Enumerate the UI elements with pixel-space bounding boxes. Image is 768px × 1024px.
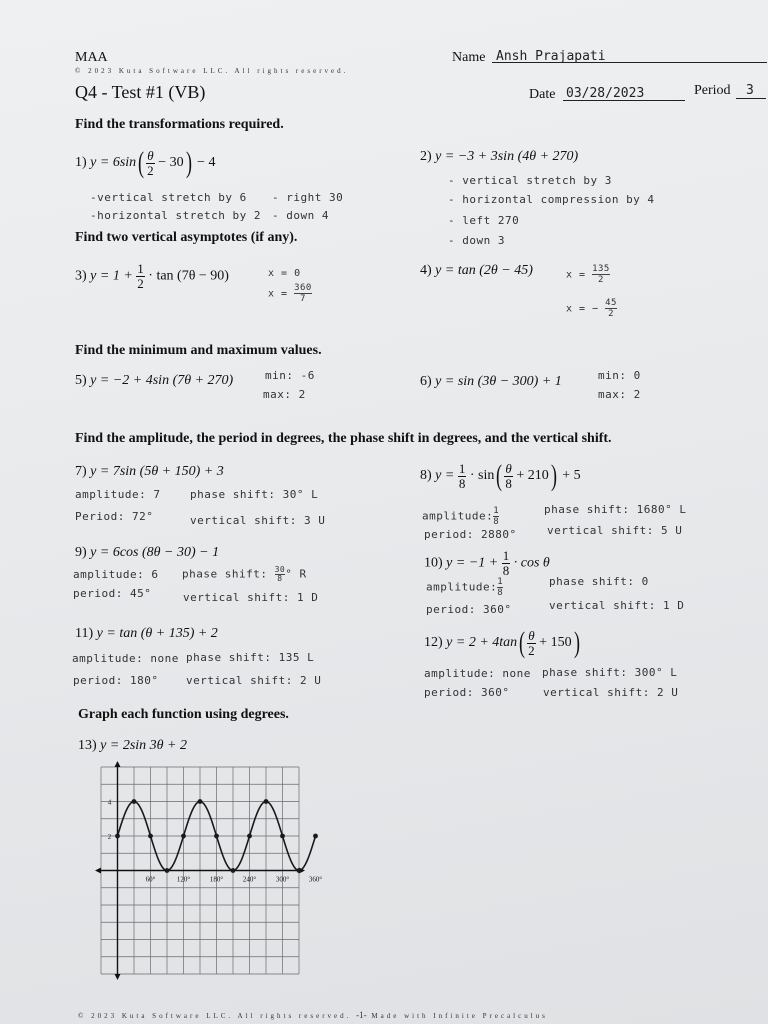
problem-number: 8) [420, 468, 432, 484]
problem-2-equation [420, 149, 578, 165]
frac-den: 7 [300, 294, 306, 304]
x-tick-label: 300° [275, 875, 290, 884]
eq-text: · cos θ [513, 555, 550, 571]
eq-text: y = 1 + [90, 268, 133, 284]
answer-10-amplitude [426, 577, 503, 598]
x-tick-label: 180° [209, 875, 224, 884]
eq-text: y = 6cos (8θ − 30) − 1 [90, 545, 220, 560]
section-heading-amplitude: Find the amplitude, the period in degrees, the phase shift in degrees, and the vertical shift. [75, 431, 612, 446]
y-tick-label: 4 [107, 798, 112, 807]
name-field[interactable]: Ansh Prajapati [496, 49, 606, 64]
frac-num: 30 [274, 565, 286, 574]
answer-5-max: max: 2 [263, 388, 306, 401]
frac-num: 1 [137, 261, 144, 276]
problem-12-equation: 12) y = 2 + 4tan( $\frac{\theta}{2}$ + 150) [424, 626, 580, 659]
eq-text: y = −2 + 4sin (7θ + 270) [90, 373, 234, 388]
data-point [280, 834, 285, 839]
eq-text: + 210 [516, 468, 549, 484]
frac-num: θ [528, 627, 535, 643]
eq-text: y = −3 + 3sin (4θ + 270) [435, 149, 579, 164]
frac-den: 8 [497, 588, 504, 598]
answer-text: amplitude: [422, 509, 494, 523]
problem-3-equation [75, 262, 229, 291]
answer-text: x = [566, 269, 586, 281]
frac-den: 8 [458, 475, 466, 491]
problem-4-equation [420, 263, 533, 279]
problem-13-equation [78, 738, 187, 754]
answer-text: x = − [566, 303, 599, 315]
data-point [214, 834, 219, 839]
problem-number: 5) [75, 373, 87, 388]
answer-text: ° R [285, 567, 307, 581]
problem-number: 3) [75, 268, 87, 284]
answer-7-vertical: vertical shift: 3 U [190, 514, 326, 527]
period-label: Period [694, 83, 731, 98]
answer-10-period: period: 360° [426, 603, 512, 616]
x-tick-label: 360° [308, 875, 323, 884]
eq-text: + 5 [562, 468, 581, 484]
date-field[interactable]: 03/28/2023 [566, 86, 645, 101]
y-axis-arrow [115, 974, 121, 980]
answer-12-period: period: 360° [424, 686, 510, 699]
frac-den: 8 [502, 563, 510, 578]
eq-text: − 4 [197, 155, 216, 171]
footer-made-with: Made with Infinite Precalculus [371, 1012, 548, 1020]
frac-num: θ [147, 147, 154, 163]
answer-6-max: max: 2 [598, 388, 641, 401]
answer-10-phase: phase shift: 0 [549, 575, 649, 588]
problem-number: 7) [75, 464, 87, 479]
data-point [231, 868, 236, 873]
answer-11-vertical: vertical shift: 2 U [186, 674, 322, 687]
frac-den: 2 [598, 275, 604, 285]
answer-1-line-3: - right 30 [272, 191, 344, 204]
frac-num: 1 [497, 577, 504, 587]
answer-2-line-2: - horizontal compression by 4 [448, 193, 655, 206]
eq-text: · sin [469, 468, 495, 484]
problem-number: 11) [75, 626, 94, 641]
footer-copyright: © 2023 Kuta Software LLC. All rights reserved. [78, 1012, 352, 1020]
answer-1-line-4: - down 4 [272, 209, 329, 222]
y-axis-arrow [115, 761, 121, 767]
problem-number: 4) [420, 263, 432, 278]
frac-num: 45 [605, 298, 617, 308]
answer-8-period: period: 2880° [424, 528, 517, 541]
answer-9-phase [182, 566, 307, 583]
eq-text: y = 2sin 3θ + 2 [100, 738, 187, 753]
frac-num: 1 [502, 548, 510, 563]
section-heading-asymptotes: Find two vertical asymptotes (if any). [75, 230, 298, 245]
frac-num: θ [505, 460, 512, 476]
section-heading-graph: Graph each function using degrees. [78, 707, 289, 722]
x-tick-label: 60° [145, 875, 156, 884]
x-tick-label: 240° [242, 875, 257, 884]
data-point [198, 799, 203, 804]
copyright-top: © 2023 Kuta Software LLC. All rights reserved. [75, 67, 349, 75]
answer-2-line-1: - vertical stretch by 3 [448, 174, 612, 187]
answer-8-phase: phase shift: 1680° L [544, 503, 687, 516]
problem-9-equation [75, 545, 219, 561]
footer [78, 1010, 548, 1020]
answer-9-vertical: vertical shift: 1 D [183, 591, 319, 604]
eq-text: y = [435, 468, 455, 484]
eq-text: y = tan (2θ − 45) [435, 263, 533, 278]
problem-11-equation [75, 626, 218, 642]
eq-text: y = 7sin (5θ + 150) + 3 [90, 464, 224, 479]
frac-num: 1 [493, 506, 500, 516]
period-underline [736, 98, 766, 99]
frac-den: 8 [493, 517, 500, 527]
problem-1-equation: 1) y = 6sin( $\frac{\theta}{2}$ − 30) − 4 [75, 146, 216, 179]
answer-5-min: min: -6 [265, 369, 315, 382]
period-field[interactable]: 3 [746, 83, 754, 98]
answer-text: x = [268, 288, 288, 300]
answer-7-phase: phase shift: 30° L [190, 488, 319, 501]
problem-number: 9) [75, 545, 87, 560]
y-tick-label: 2 [107, 833, 112, 841]
frac-den: 2 [147, 162, 154, 178]
eq-text: y = tan (θ + 135) + 2 [96, 626, 218, 641]
frac-den: 2 [528, 642, 535, 658]
data-point [313, 834, 318, 839]
eq-text: y = 2 + 4tan [446, 635, 518, 651]
page-title: Q4 - Test #1 (VB) [75, 82, 206, 102]
problem-5-equation [75, 373, 233, 389]
answer-text: amplitude: [426, 580, 498, 594]
data-point [297, 868, 302, 873]
graph-svg [95, 763, 323, 978]
answer-1-line-2: -horizontal stretch by 2 [90, 209, 261, 222]
answer-2-line-3: - left 270 [448, 214, 520, 227]
frac-den: 8 [505, 475, 512, 491]
data-point [148, 834, 153, 839]
frac-num: 360 [294, 283, 312, 293]
answer-11-phase: phase shift: 135 L [186, 651, 315, 664]
course-label: MAA [75, 50, 108, 65]
problem-6-equation [420, 374, 562, 390]
problem-number: 1) [75, 155, 87, 171]
answer-9-period: period: 45° [73, 587, 152, 600]
answer-8-amplitude [422, 506, 499, 527]
eq-text: y = 6sin [90, 155, 137, 171]
answer-11-period: period: 180° [73, 674, 159, 687]
answer-8-vertical: vertical shift: 5 U [547, 524, 683, 537]
answer-1-line-1: -vertical stretch by 6 [90, 191, 247, 204]
answer-6-min: min: 0 [598, 369, 641, 382]
answer-11-amplitude: amplitude: none [72, 652, 179, 665]
frac-num: 135 [592, 264, 610, 274]
problem-number: 10) [424, 555, 443, 571]
answer-3-line-1: x = 0 [268, 268, 301, 279]
problem-number: 13) [78, 738, 97, 753]
answer-12-amplitude: amplitude: none [424, 667, 531, 680]
answer-7-amplitude: amplitude: 7 [75, 488, 161, 501]
x-tick-label: 120° [176, 875, 191, 884]
answer-10-vertical: vertical shift: 1 D [549, 599, 685, 612]
section-heading-minmax: Find the minimum and maximum values. [75, 343, 322, 358]
frac-den: 2 [608, 309, 615, 319]
problem-10-equation [424, 549, 550, 578]
name-label: Name [452, 50, 486, 65]
eq-text: y = sin (3θ − 300) + 1 [435, 374, 562, 389]
data-point [247, 834, 252, 839]
data-point [165, 868, 170, 873]
frac-den: 8 [277, 574, 283, 583]
problem-number: 2) [420, 149, 432, 164]
eq-text: y = −1 + [446, 555, 499, 571]
problem-8-equation: 8) y = $\frac{1}{8}$ · sin( $\frac{\theta}{8}$ + 210) + 5 [420, 459, 581, 492]
data-point [132, 799, 137, 804]
problem-7-equation [75, 464, 224, 480]
data-point [181, 834, 186, 839]
eq-text: + 150 [539, 635, 572, 651]
answer-12-phase: phase shift: 300° L [542, 666, 678, 679]
date-label: Date [529, 87, 556, 102]
frac-den: 2 [137, 276, 144, 291]
section-heading-transformations: Find the transformations required. [75, 117, 284, 132]
page-number: -1- [356, 1010, 367, 1020]
answer-4-line-2 [566, 298, 617, 319]
frac-num: 1 [458, 460, 466, 476]
answer-12-vertical: vertical shift: 2 U [543, 686, 679, 699]
problem-number: 12) [424, 635, 443, 651]
data-point [264, 799, 269, 804]
answer-7-period: Period: 72° [75, 510, 154, 523]
answer-3-line-2 [268, 283, 312, 304]
eq-text: · tan (7θ − 90) [148, 268, 229, 284]
eq-text: − 30 [158, 155, 184, 171]
problem-number: 6) [420, 374, 432, 389]
data-point [115, 834, 120, 839]
graph-container [95, 763, 323, 978]
x-axis-arrow [95, 868, 101, 874]
answer-4-line-1 [566, 264, 610, 285]
answer-2-line-4: - down 3 [448, 234, 505, 247]
answer-9-amplitude: amplitude: 6 [73, 568, 159, 581]
answer-text: phase shift: [182, 567, 268, 581]
